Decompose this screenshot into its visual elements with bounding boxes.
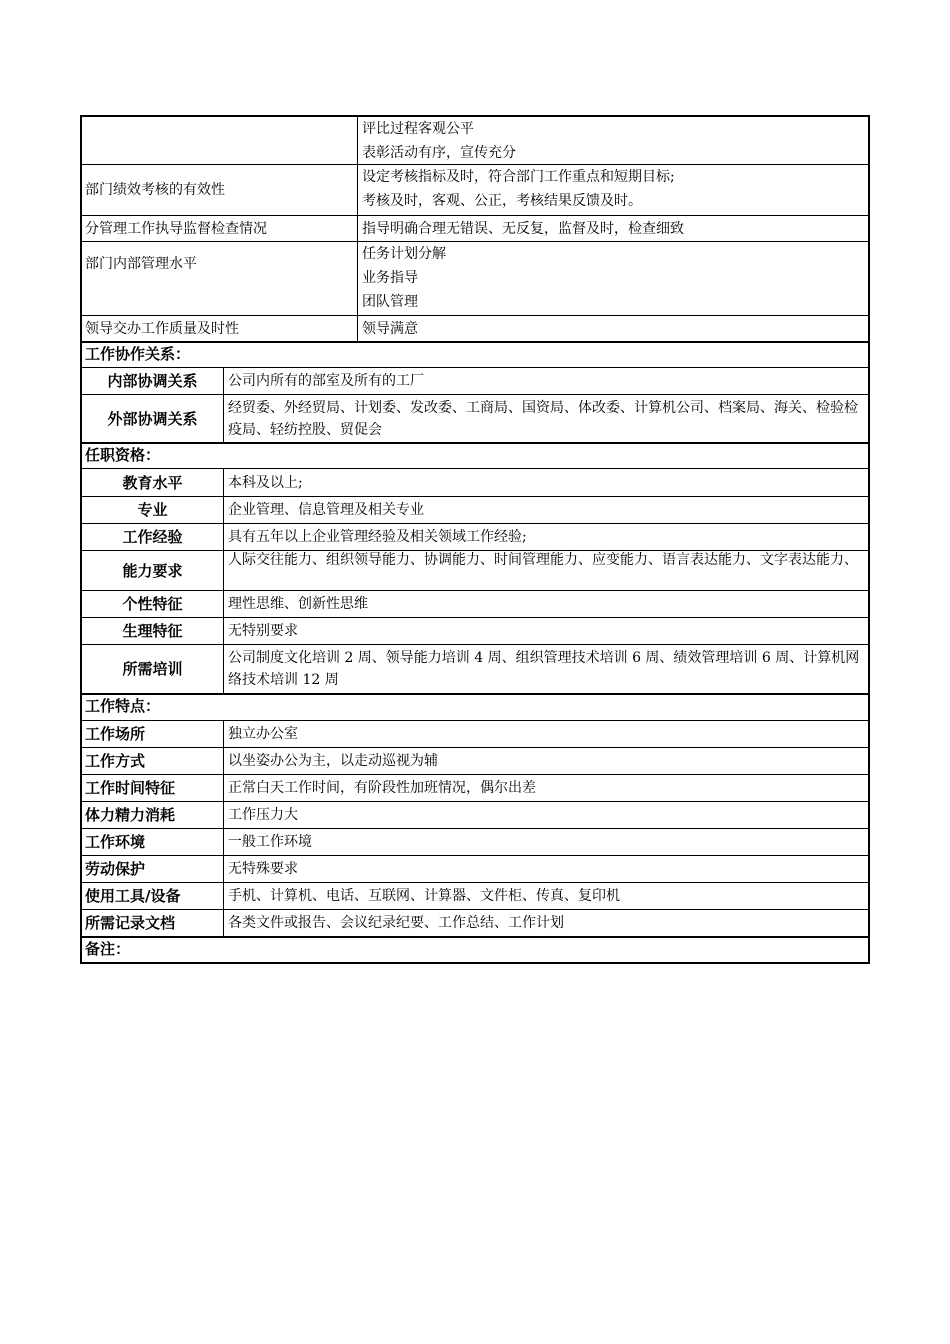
qual-value: 理性思维、创新性思维 bbox=[228, 596, 368, 612]
eval-label: 部门内部管理水平 bbox=[82, 242, 358, 315]
qual-row bbox=[80, 645, 870, 695]
qual-value: 具有五年以上企业管理经验及相关领域工作经验; bbox=[228, 529, 527, 545]
section-title: 工作协作关系： bbox=[85, 345, 191, 363]
collab-value: 公司内所有的部室及所有的工厂 bbox=[228, 373, 424, 389]
eval-row bbox=[80, 316, 870, 343]
feature-label: 工作时间特征 bbox=[82, 775, 224, 801]
feature-value: 手机、计算机、电话、互联网、计算器、文件柜、传真、复印机 bbox=[228, 888, 620, 904]
section-header-qualification bbox=[80, 444, 870, 469]
collab-value: 经贸委、外经贸局、计划委、发改委、工商局、国资局、体改委、计算机公司、档案局、海关、检验检疫局、轻纺控股、贸促会 bbox=[228, 400, 858, 438]
qual-label: 工作经验 bbox=[82, 524, 224, 550]
collab-row-internal bbox=[80, 368, 870, 395]
qual-label: 教育水平 bbox=[82, 469, 224, 496]
eval-line: 设定考核指标及时，符合部门工作重点和短期目标; bbox=[362, 169, 675, 185]
feature-value: 正常白天工作时间，有阶段性加班情况，偶尔出差 bbox=[228, 780, 536, 796]
collab-row-external bbox=[80, 395, 870, 444]
qual-value: 人际交往能力、组织领导能力、协调能力、时间管理能力、应变能力、语言表达能力、文字表达能力、 bbox=[228, 552, 858, 568]
qual-label: 生理特征 bbox=[82, 618, 224, 644]
eval-line: 业务指导 bbox=[362, 270, 418, 286]
eval-line: 任务计划分解 bbox=[362, 246, 446, 262]
qual-label: 个性特征 bbox=[82, 591, 224, 617]
qual-row bbox=[80, 469, 870, 497]
eval-value bbox=[358, 242, 868, 315]
eval-line: 评比过程客观公平 bbox=[362, 121, 474, 137]
qual-value: 本科及以上; bbox=[228, 474, 303, 491]
feature-label: 所需记录文档 bbox=[82, 910, 224, 936]
feature-row bbox=[80, 883, 870, 910]
eval-label: 领导交办工作质量及时性 bbox=[82, 316, 358, 341]
qual-row bbox=[80, 591, 870, 618]
collab-label: 内部协调关系 bbox=[82, 368, 224, 394]
feature-value: 各类文件或报告、会议纪录纪要、工作总结、工作计划 bbox=[228, 915, 564, 931]
feature-value: 独立办公室 bbox=[228, 726, 298, 742]
job-description-table bbox=[80, 115, 870, 964]
feature-label: 工作环境 bbox=[82, 829, 224, 855]
eval-line: 指导明确合理无错误、无反复，监督及时，检查细致 bbox=[362, 220, 684, 237]
qual-row bbox=[80, 524, 870, 551]
qual-label: 所需培训 bbox=[82, 645, 224, 693]
eval-value bbox=[358, 117, 868, 164]
eval-row bbox=[80, 165, 870, 216]
section-title: 备注： bbox=[85, 940, 131, 958]
eval-line: 团队管理 bbox=[362, 294, 418, 310]
qual-label: 专业 bbox=[82, 497, 224, 523]
feature-label: 工作场所 bbox=[82, 721, 224, 747]
feature-row bbox=[80, 829, 870, 856]
eval-row bbox=[80, 216, 870, 242]
collab-label: 外部协调关系 bbox=[82, 395, 224, 442]
qual-row bbox=[80, 551, 870, 591]
eval-value bbox=[358, 165, 868, 215]
section-title: 工作特点： bbox=[85, 697, 161, 715]
feature-row bbox=[80, 856, 870, 883]
eval-value bbox=[358, 316, 868, 341]
eval-line: 考核及时，客观、公正，考核结果反馈及时。 bbox=[362, 193, 642, 209]
eval-row bbox=[80, 242, 870, 316]
feature-value: 工作压力大 bbox=[228, 807, 298, 823]
eval-line: 表彰活动有序，宣传充分 bbox=[362, 145, 516, 161]
feature-value: 无特殊要求 bbox=[228, 861, 298, 877]
eval-label bbox=[82, 117, 358, 164]
qual-row bbox=[80, 497, 870, 524]
section-header-features bbox=[80, 695, 870, 721]
feature-label: 体力精力消耗 bbox=[82, 802, 224, 828]
qual-value: 无特别要求 bbox=[228, 623, 298, 639]
feature-value: 一般工作环境 bbox=[228, 834, 312, 850]
eval-line: 领导满意 bbox=[362, 320, 418, 337]
qual-row bbox=[80, 618, 870, 645]
feature-row bbox=[80, 721, 870, 748]
qual-label: 能力要求 bbox=[82, 551, 224, 590]
feature-label: 工作方式 bbox=[82, 748, 224, 774]
section-title: 任职资格： bbox=[85, 446, 161, 464]
eval-label: 部门绩效考核的有效性 bbox=[82, 165, 358, 215]
feature-label: 劳动保护 bbox=[82, 856, 224, 882]
feature-row bbox=[80, 802, 870, 829]
feature-label: 使用工具/设备 bbox=[82, 883, 224, 909]
feature-row bbox=[80, 748, 870, 775]
qual-value: 公司制度文化培训 2 周、领导能力培训 4 周、组织管理技术培训 6 周、绩效管理培训 6 周、计算机网络技术培训 12 周 bbox=[228, 650, 860, 688]
feature-row bbox=[80, 775, 870, 802]
section-header-remarks bbox=[80, 937, 870, 964]
qual-value: 企业管理、信息管理及相关专业 bbox=[228, 502, 424, 518]
section-header-collab bbox=[80, 343, 870, 368]
eval-label: 分管理工作执导监督检查情况 bbox=[82, 216, 358, 241]
eval-row bbox=[80, 115, 870, 165]
feature-row bbox=[80, 910, 870, 937]
feature-value: 以坐姿办公为主，以走动巡视为辅 bbox=[228, 753, 438, 769]
eval-value bbox=[358, 216, 868, 241]
